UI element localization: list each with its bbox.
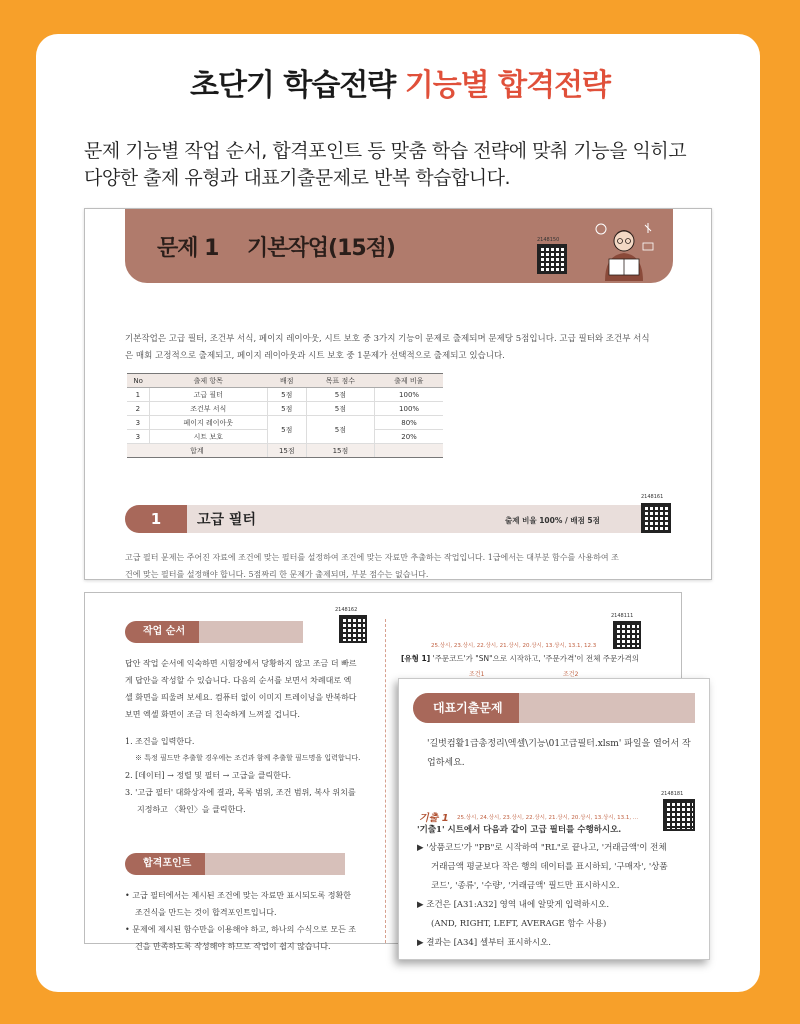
chapter-number: 문제 1: [157, 236, 219, 261]
qr-code-number: 2148161: [641, 494, 664, 500]
table-row: [127, 416, 443, 430]
past-exam-label: 대표기출문제: [413, 693, 519, 723]
reader-illustration-icon: [591, 219, 657, 281]
table-header: 출제 항목: [149, 374, 267, 388]
subtitle: [84, 138, 744, 192]
exam-tags: 25.상시, 23.상시, 22.상시, 21.상시, 20.상시, 13.상시, 13.1, 12.3: [431, 643, 597, 649]
section-text-line1: 고급 필터 문제는 주어진 자료에 조건에 맞는 필터를 설정하여 조건에 맞는 자료만 추출하는 작업입니다. 1급에서는 대부분 함수를 사용하여 조: [125, 553, 619, 562]
pass-points: [125, 887, 383, 955]
table-cell: 5점: [306, 402, 374, 416]
qr-code-icon: [641, 503, 671, 533]
chapter-title: 기본작업(15점): [247, 236, 395, 261]
table-cell: 페이지 레이아웃: [149, 416, 267, 430]
condition-2: ▶ 조건은 [A31:A32] 영역 내에 알맞게 입력하시오.: [417, 900, 610, 910]
work-order-pill: [125, 621, 303, 643]
condition-3: ▶ 결과는 [A34] 셀부터 표시하시오.: [417, 938, 551, 948]
step-3: 3. '고급 필터' 대화상자에 결과, 목록 범위, 조건 범위, 복사 위치를: [125, 788, 356, 797]
table-cell: 시트 보호: [149, 430, 267, 444]
table-cell: 5점: [306, 416, 374, 444]
condition-1-label: 조건1: [469, 671, 485, 678]
table-cell: 100%: [375, 402, 443, 416]
table-cell: 5점: [267, 388, 306, 402]
table-header: 목표 점수: [306, 374, 374, 388]
table-cell: 2: [127, 402, 149, 416]
work-order-text: [125, 655, 383, 723]
bullet-2: • 문제에 제시된 함수만을 이용해야 하고, 하나의 수식으로 모든 조: [125, 925, 357, 934]
bullet-2-cont: 건을 만족하도록 작성해야 하므로 작업이 쉽지 않습니다.: [135, 942, 331, 951]
pill-tail: [185, 621, 303, 643]
qr-code-icon: [339, 615, 367, 643]
subtitle-line2: 다양한 출제 유형과 대표기출문제로 반복 학습합니다.: [84, 167, 511, 189]
table-cell: 1: [127, 388, 149, 402]
qr-code-number: 2148181: [661, 791, 684, 797]
table-cell: 3: [127, 430, 149, 444]
table-cell: 조건부 서식: [149, 402, 267, 416]
table-cell: 80%: [375, 416, 443, 430]
table-cell: 5점: [267, 402, 306, 416]
text-line: 답안 작업 순서에 익숙하면 시험장에서 당황하지 않고 조금 더 빠르: [125, 659, 357, 668]
text-line: 게 답안을 작성할 수 있습니다. 다음의 순서를 보면서 차례대로 엑: [125, 676, 352, 685]
score-table: [127, 373, 443, 458]
table-header-row: [127, 374, 443, 388]
condition-1-cont: 거래금액 평균보다 작은 행의 데이터를 표시하되, '구매자', '상품: [431, 862, 668, 872]
subtitle-line1: 문제 기능별 작업 순서, 합격포인트 등 맞춤 학습 전략에 맞춰 기능을 익히고: [84, 140, 687, 162]
text-line: 보면 엑셀 화면이 조금 더 친숙하게 느껴질 겁니다.: [125, 710, 300, 719]
table-cell: 고급 필터: [149, 388, 267, 402]
type-label: [유형 1]: [401, 654, 431, 663]
qr-code-icon: [537, 244, 567, 274]
pass-point-pill: [125, 853, 345, 875]
headline-part1: 초단기 학습전략: [189, 68, 405, 103]
headline: [120, 60, 680, 104]
condition-1-cont: 코드', '종류', '수량', '거래금액' 필드만 표시하시오.: [431, 881, 620, 891]
condition-2-cont: (AND, RIGHT, LEFT, AVERAGE 함수 사용): [431, 919, 607, 929]
column-divider: [385, 619, 386, 943]
headline-accent: 기능별 합격전략: [404, 68, 611, 103]
qr-code-number: 2148162: [335, 607, 358, 613]
condition-2-label: 조건2: [563, 671, 579, 678]
table-cell: [375, 444, 443, 458]
table-cell: 15점: [306, 444, 374, 458]
qr-code-number: 2148150: [537, 237, 560, 243]
section-text-line2: 건에 맞는 필터를 설정해야 합니다. 5점짜리 한 문제가 출제되며, 부분 점수는 없습니다.: [125, 570, 429, 579]
table-cell: 5점: [267, 416, 306, 444]
step-1-note: ※ 특정 필드만 추출할 경우에는 조건과 함께 추출할 필드명을 입력합니다.: [135, 754, 361, 762]
type-text: '주문코드'가 "SN"으로 시작하고, '주문가격'이 전체 주문가격의: [432, 654, 640, 663]
pill-label: 합격포인트: [125, 853, 205, 875]
text-line: 업하세요.: [427, 758, 465, 768]
table-cell: 20%: [375, 430, 443, 444]
table-row: [127, 388, 443, 402]
pill-label: 작업 순서: [125, 621, 199, 643]
table-header: 배점: [267, 374, 306, 388]
table-cell: 3: [127, 416, 149, 430]
intro-line2: 은 매회 고정적으로 출제되고, 페이지 레이아웃과 시트 보호 중 1문제가 선택적으로 출제되고 있습니다.: [125, 351, 505, 361]
table-sum-row: [127, 444, 443, 458]
section-text: [125, 549, 673, 583]
step-2: 2. [데이터] → 정렬 및 필터 → 고급을 클릭한다.: [125, 771, 292, 780]
text-line: 셀 화면을 띄울려 보세요. 컴퓨터 없이 이미지 트레이닝을 반복하다: [125, 693, 357, 702]
table-header: No: [127, 374, 149, 388]
exam-conditions: [417, 839, 707, 953]
past-exam-instruction: [427, 735, 707, 773]
step-1: 1. 조건을 입력한다.: [125, 737, 195, 746]
intro-line1: 기본작업은 고급 필터, 조건부 서식, 페이지 레이아웃, 시트 보호 중 3가지 기능이 문제로 출제되며 문제당 5점입니다. 고급 필터와 조건부 서식: [125, 334, 650, 344]
section-title: 고급 필터: [197, 512, 256, 528]
table-row: [127, 402, 443, 416]
exam-tag: 기출 1: [419, 813, 449, 824]
exam-tags: 25.상시, 24.상시, 23.상시, 22.상시, 21.상시, 20.상시, 13.상시, 13.1, ...: [457, 815, 639, 821]
section-number: 1: [125, 505, 187, 533]
bullet-1-cont: 조건식을 만드는 것이 합격포인트입니다.: [135, 908, 277, 917]
page-preview-basic-tasks: [84, 208, 712, 580]
qr-code-number: 2148111: [611, 613, 634, 619]
exam-question: '기출1' 시트에서 다음과 같이 고급 필터를 수행하시오.: [417, 825, 622, 835]
work-steps: [125, 733, 383, 818]
section-ratio: 출제 비율 100% / 배점 5점: [505, 516, 600, 525]
past-exam-header: [413, 693, 695, 723]
intro-text: [125, 331, 673, 365]
table-cell: 5점: [306, 388, 374, 402]
table-header: 출제 비율: [375, 374, 443, 388]
chapter-banner: [125, 209, 673, 283]
text-line: '길벗컴활1급총정리\엑셀\기능\01고급필터.xlsm' 파일을 열어서 작: [427, 739, 691, 749]
table-cell: 15점: [267, 444, 306, 458]
table-cell: 합계: [127, 444, 267, 458]
step-3-cont: 지정하고 〈확인〉을 클릭한다.: [137, 805, 246, 814]
table-cell: 100%: [375, 388, 443, 402]
qr-code-icon: [613, 621, 641, 649]
pill-tail: [195, 853, 345, 875]
bullet-1: • 고급 필터에서는 제시된 조건에 맞는 자료만 표시되도록 정확한: [125, 891, 351, 900]
type-1-line: [401, 653, 639, 664]
condition-1: ▶ '상품코드'가 "PB"로 시작하여 "RL"로 끝나고, '거래금액'이 전체: [417, 843, 667, 853]
page-preview-past-exam: [398, 678, 710, 960]
